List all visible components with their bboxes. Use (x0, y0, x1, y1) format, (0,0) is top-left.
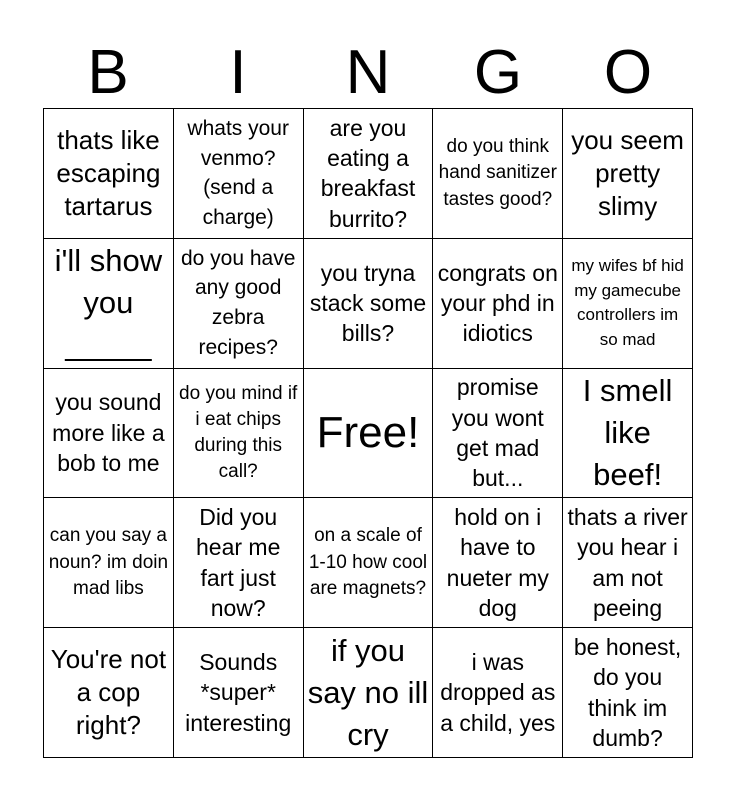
cell-text: i was dropped as a child, yes (440, 649, 556, 736)
bingo-cell[interactable] (44, 109, 174, 239)
cell-text: my wifes bf hid my gamecube controllers im so mad (571, 255, 684, 349)
cell-text: Sounds *super* interesting (185, 649, 292, 736)
bingo-cell[interactable] (174, 628, 304, 758)
cell-text: You're not a cop right? (50, 644, 167, 741)
cell-text: do you think hand sanitizer tastes good? (438, 136, 557, 210)
header-letter-g: G (473, 38, 523, 107)
cell-text: promise you wont get mad but... (451, 374, 544, 492)
cell-text: whats your venmo? (send a charge) (187, 116, 289, 230)
bingo-cell[interactable] (44, 369, 174, 499)
cell-text: are you eating a breakfast burrito? (320, 114, 416, 232)
bingo-cell[interactable] (433, 369, 563, 499)
header-letter-n: N (345, 38, 391, 107)
cell-text: be honest, do you think im dumb? (573, 633, 682, 751)
header-letter-o: O (603, 38, 653, 107)
bingo-cell[interactable] (433, 498, 563, 628)
cell-text: can you say a noun? im doin mad libs (48, 525, 169, 599)
bingo-cell[interactable] (433, 239, 563, 369)
cell-text: if you say no ill cry (307, 632, 429, 752)
cell-text: on a scale of 1-10 how cool are magnets? (308, 525, 428, 599)
cell-text: Did you hear me fart just now? (196, 504, 281, 622)
header-letter-b: B (87, 38, 129, 107)
bingo-board (43, 108, 693, 758)
bingo-cell[interactable] (304, 239, 434, 369)
bingo-header (43, 38, 693, 108)
bingo-cell[interactable] (563, 369, 693, 499)
bingo-cell[interactable] (44, 628, 174, 758)
header-letter-i: I (229, 38, 247, 107)
bingo-cell[interactable] (563, 628, 693, 758)
free-space-cell[interactable] (304, 369, 434, 499)
free-space-text: Free! (316, 407, 420, 457)
bingo-cell[interactable] (433, 628, 563, 758)
cell-text: do you mind if i eat chips during this call? (179, 382, 298, 483)
cell-text: you tryna stack some bills? (309, 259, 427, 347)
bingo-cell[interactable] (304, 109, 434, 239)
cell-text: do you have any good zebra recipes? (180, 246, 296, 359)
bingo-cell[interactable] (174, 369, 304, 499)
bingo-cell[interactable] (174, 109, 304, 239)
cell-text: thats a river you hear i am not peeing (567, 504, 688, 622)
bingo-cell[interactable] (304, 498, 434, 628)
bingo-cell[interactable] (44, 498, 174, 628)
cell-text: thats like escaping tartarus (56, 124, 161, 221)
bingo-cell[interactable] (563, 498, 693, 628)
cell-text: hold on i have to nueter my dog (446, 504, 549, 622)
bingo-cell[interactable] (433, 109, 563, 239)
bingo-cell[interactable] (563, 239, 693, 369)
cell-text: I smell like beef! (582, 373, 673, 492)
cell-text: you seem pretty slimy (571, 124, 684, 221)
bingo-cell[interactable] (174, 239, 304, 369)
bingo-cell[interactable] (563, 109, 693, 239)
bingo-cell[interactable] (304, 628, 434, 758)
cell-text: i'll show you _____ (54, 243, 163, 363)
cell-text: congrats on your phd in idiotics (437, 259, 558, 347)
bingo-cell[interactable] (44, 239, 174, 369)
cell-text: you sound more like a bob to me (52, 389, 165, 477)
bingo-cell[interactable] (174, 498, 304, 628)
